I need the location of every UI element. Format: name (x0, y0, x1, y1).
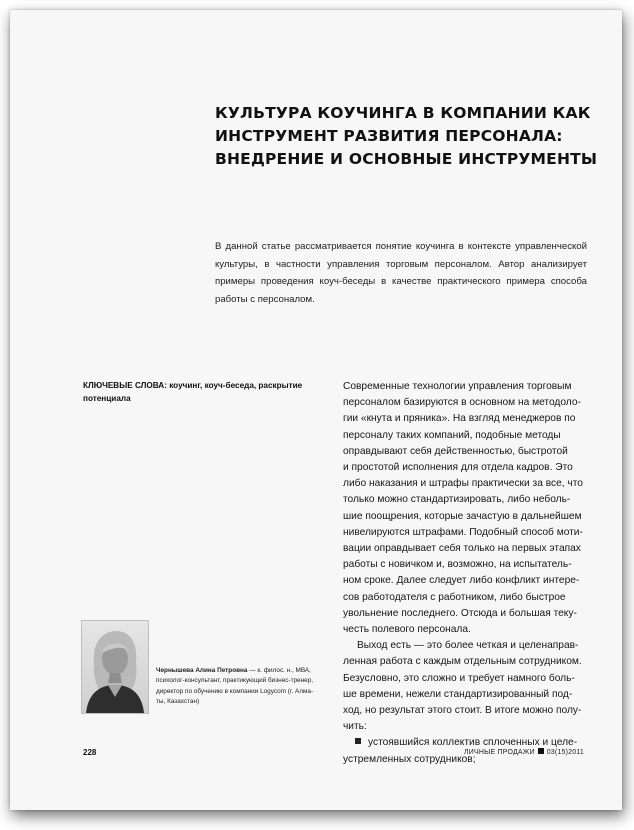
author-info (156, 666, 331, 708)
article-title (215, 102, 598, 171)
body-line: только можно стандартизировать, либо неболь- (343, 494, 571, 506)
body-line: Современные технологии управления торговым (343, 381, 572, 392)
body-line: оправдывают себя действенностью, быстротой (343, 445, 568, 457)
body-line: и простотой исполнения для отдела кадров. Это (343, 462, 573, 474)
title-line: КУЛЬТУРА КОУЧИНГА В КОМПАНИИ КАК (215, 104, 591, 122)
keywords (83, 380, 323, 405)
body-line: ход, но результат этого стоит. В итоге можно полу- (343, 705, 582, 717)
author-photo (81, 620, 149, 714)
abstract-line: примеры проведения коуч-беседы в качестве практического примера способа (215, 276, 587, 287)
body-line: работы с новичком и, возможно, на испытатель- (343, 559, 572, 571)
body-line: гии «кнута и пряника». На взгляд менеджеров по (343, 413, 576, 425)
body-line: сов работодателя с работником, либо быстрое (343, 591, 566, 603)
body-line: честь полевого персонала. (343, 624, 471, 636)
title-line: ИНСТРУМЕНТ РАЗВИТИЯ ПЕРСОНАЛА: (215, 127, 563, 145)
author-line: директор по обучению в компании Logycom (г. Алма- (156, 687, 314, 695)
body-line: персоналу таких компаний, подобные методы (343, 429, 561, 441)
body-line: ше времени, нежели стандартизированный под- (343, 688, 573, 700)
author-name: Чернышева Алина Петровна (156, 667, 248, 674)
body-line: Выход есть — это более четкая и целенаправ- (357, 640, 579, 652)
author-line: психолог-консультант, практикующий бизнес-тренер, (156, 677, 314, 685)
body-line: чить: (343, 721, 367, 733)
keywords-line: КЛЮЧЕВЫЕ СЛОВА: коучинг, коуч-беседа, раскрытие (83, 381, 303, 390)
body-line: нивелируются штрафами. Подобный способ моти- (343, 526, 583, 538)
magazine-page (10, 10, 622, 810)
footer-square-icon (538, 748, 544, 754)
author-line (156, 666, 331, 676)
body-line: ленная работа с каждым отдельным сотрудником. (343, 656, 582, 668)
journal-footer (464, 748, 584, 756)
author-portrait-image (82, 621, 148, 713)
bullet-text: устоявшийся коллектив сплоченных и целе- (368, 737, 578, 749)
page-number: 228 (83, 748, 97, 757)
body-line: вации оправдывает себя только на первых этапах (343, 543, 581, 555)
body-line: Безусловно, это сложно и требует намного боль- (343, 672, 575, 684)
body-line: устремленных сотрудников; (343, 753, 476, 765)
body-line: шие поощрения, которые зачастую в дальнейшем (343, 510, 582, 522)
author-line: ты, Казахстан) (156, 698, 200, 706)
bullet-square-icon (355, 738, 361, 744)
body-line: либо наказания и штрафы практически за все, что (343, 478, 583, 490)
body-line: ном сроке. Далее следует либо конфликт интере- (343, 575, 580, 587)
keywords-line: потенциала (83, 393, 131, 403)
abstract-line: В данной статье рассматривается понятие коучинга в контексте управленческой (215, 241, 587, 252)
author-degree: — к. филос. н., МВА, (247, 667, 311, 674)
journal-issue: 03(15)2011 (546, 749, 584, 756)
body-line: увольнение последнего. Отсюда и большая теку- (343, 607, 577, 619)
abstract-line: работы с персоналом. (215, 293, 315, 305)
title-line: ВНЕДРЕНИЕ И ОСНОВНЫЕ ИНСТРУМЕНТЫ (215, 150, 598, 168)
article-body (343, 379, 585, 768)
body-line: персоналом базируются в основном на методоло- (343, 397, 581, 409)
article-abstract (215, 238, 587, 308)
journal-name: ЛИЧНЫЕ ПРОДАЖИ (464, 749, 535, 756)
abstract-line: культуры, в частности управления торговым персоналом. Автор анализирует (215, 258, 587, 270)
